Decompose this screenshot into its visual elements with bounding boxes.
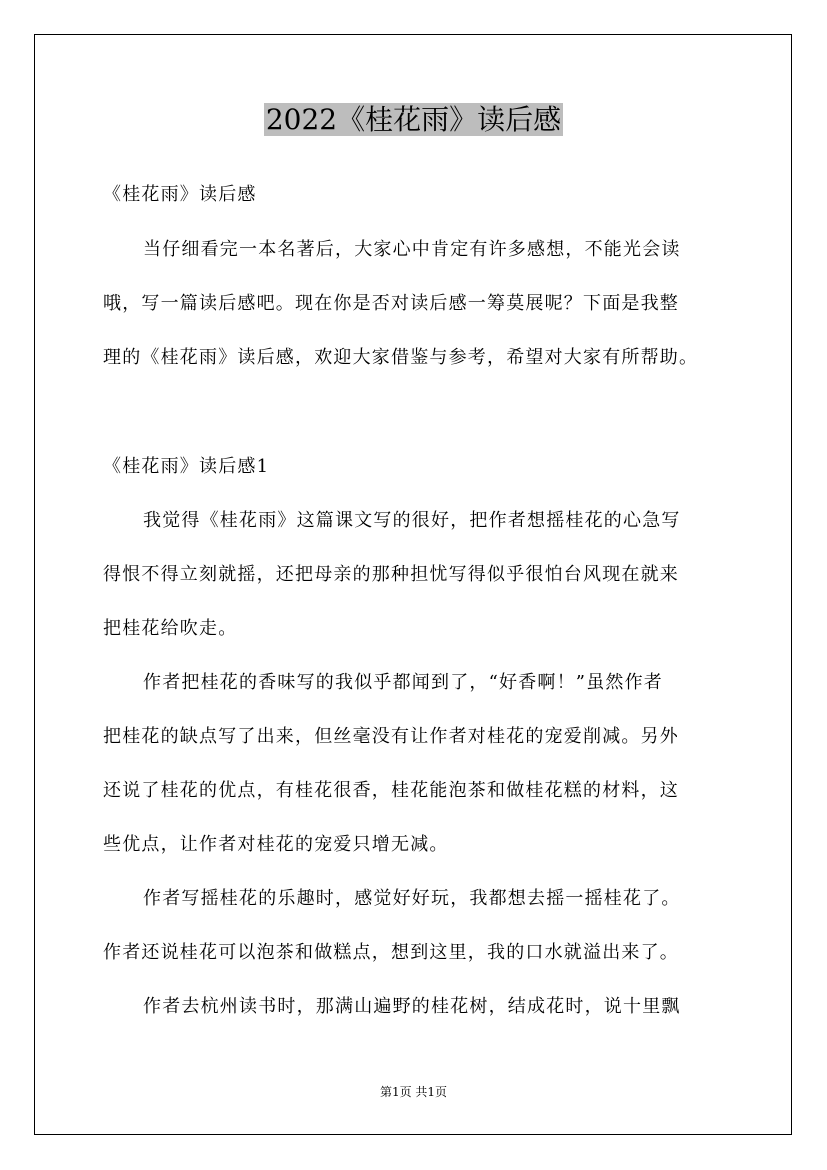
- paragraph-line: 理的《桂花雨》读后感，欢迎大家借鉴与参考，希望对大家有所帮助。: [103, 347, 699, 368]
- paragraph-line: 把桂花的缺点写了出来，但丝毫没有让作者对桂花的宠爱削减。另外: [103, 726, 679, 747]
- section-heading: 《桂花雨》读后感1: [103, 456, 270, 477]
- paragraph-line: 把桂花给吹走。: [103, 618, 238, 639]
- paragraph-line: 还说了桂花的优点，有桂花很香，桂花能泡茶和做桂花糕的材料，这: [103, 780, 679, 801]
- paragraph-line: 我觉得《桂花雨》这篇课文写的很好，把作者想摇桂花的心急写: [143, 510, 681, 531]
- paragraph-line: 作者写摇桂花的乐趣时，感觉好好玩，我都想去摇一摇桂花了。: [143, 888, 681, 909]
- paragraph-line: 些优点，让作者对桂花的宠爱只增无减。: [103, 834, 449, 855]
- subtitle: 《桂花雨》读后感: [103, 184, 257, 205]
- paragraph-line: 当仔细看完一本名著后，大家心中肯定有许多感想，不能光会读: [143, 239, 681, 260]
- paragraph-line: 得恨不得立刻就摇，还把母亲的那种担忧写得似乎很怕台风现在就来: [103, 564, 679, 585]
- page-footer: 第1页 共1页: [379, 1085, 448, 1099]
- paragraph-line: 作者去杭州读书时，那满山遍野的桂花树，结成花时，说十里飘: [143, 996, 681, 1017]
- document-title-text: 2022《桂花雨》读后感: [265, 103, 562, 136]
- paragraph-line: 哦，写一篇读后感吧。现在你是否对读后感一筹莫展呢？下面是我整: [103, 293, 679, 314]
- paragraph-line: 作者把桂花的香味写的我似乎都闻到了，“好香啊！”虽然作者: [143, 672, 664, 693]
- paragraph-line: 作者还说桂花可以泡茶和做糕点，想到这里，我的口水就溢出来了。: [103, 942, 679, 963]
- document-title: [0, 100, 827, 140]
